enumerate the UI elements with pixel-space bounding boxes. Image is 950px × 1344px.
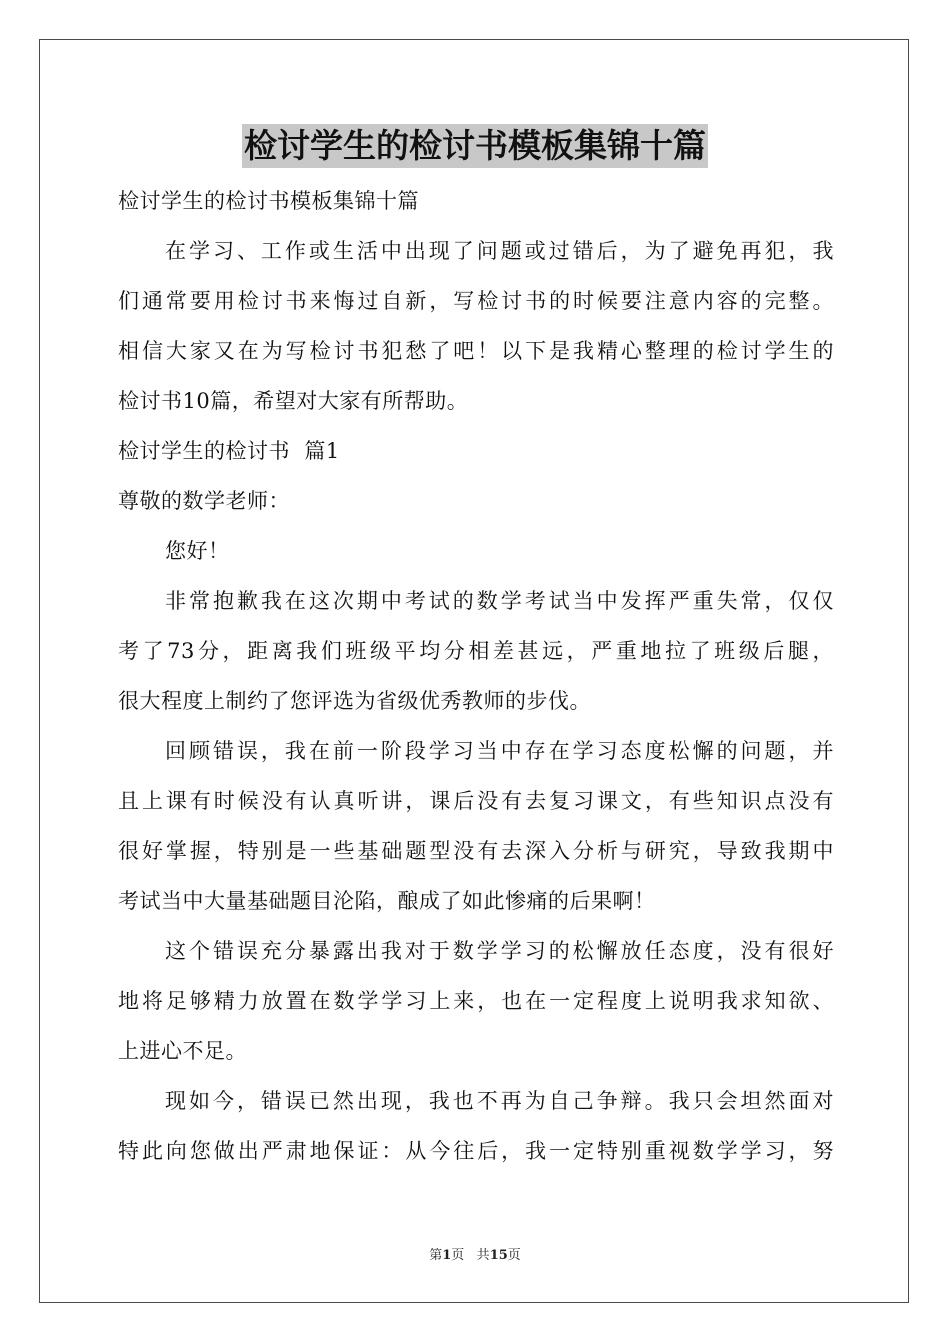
salutation: 尊敬的数学老师： xyxy=(118,489,290,513)
paragraph-line: 上进心不足。 xyxy=(118,1039,247,1063)
paragraph-line: 很大程度上制约了您评选为省级优秀教师的步伐。 xyxy=(118,689,591,713)
page-number-current: 1 xyxy=(442,1248,452,1263)
greeting: 您好！ xyxy=(165,539,230,563)
paragraph-line: 很好掌握，特别是一些基础题型没有去深入分析与研究，导致我期中 xyxy=(118,839,834,863)
title-area xyxy=(0,124,950,168)
paragraph-line: 非常抱歉我在这次期中考试的数学考试当中发挥严重失常，仅仅 xyxy=(165,589,834,613)
paragraph-line: 回顾错误，我在前一阶段学习当中存在学习态度松懈的问题，并 xyxy=(165,739,834,763)
paragraph-line: 这个错误充分暴露出我对于数学学习的松懈放任态度，没有很好 xyxy=(165,939,834,963)
page-total-prefix: 共 xyxy=(476,1248,490,1263)
section-heading: 检讨学生的检讨书 篇1 xyxy=(118,439,340,463)
paragraph-line: 现如今，错误已然出现，我也不再为自己争辩。我只会坦然面对 xyxy=(165,1089,834,1113)
intro-line: 在学习、工作或生活中出现了问题或过错后，为了避免再犯，我 xyxy=(165,239,834,263)
paragraph-line: 特此向您做出严肃地保证：从今往后，我一定特别重视数学学习，努 xyxy=(118,1139,834,1163)
intro-line: 检讨书10篇，希望对大家有所帮助。 xyxy=(118,389,469,413)
paragraph-line: 地将足够精力放置在数学学习上来，也在一定程度上说明我求知欲、 xyxy=(118,989,834,1013)
intro-line: 相信大家又在为写检讨书犯愁了吧！以下是我精心整理的检讨学生的 xyxy=(118,339,834,363)
paragraph-line: 考试当中大量基础题目沦陷，酿成了如此惨痛的后果啊！ xyxy=(118,889,656,913)
page-number-prefix: 第 xyxy=(429,1248,443,1263)
document-subtitle: 检讨学生的检讨书模板集锦十篇 xyxy=(118,189,419,213)
page-number-suffix: 页 xyxy=(451,1248,465,1263)
document-body xyxy=(118,176,834,1176)
page-footer xyxy=(0,1246,950,1266)
page-total: 15 xyxy=(489,1248,508,1263)
paragraph-line: 且上课有时候没有认真听讲，课后没有去复习课文，有些知识点没有 xyxy=(118,789,834,813)
paragraph-line: 考了73分，距离我们班级平均分相差甚远，严重地拉了班级后腿， xyxy=(118,639,834,663)
intro-line: 们通常要用检讨书来悔过自新，写检讨书的时候要注意内容的完整。 xyxy=(118,289,834,313)
document-title: 检讨学生的检讨书模板集锦十篇 xyxy=(242,124,708,168)
page-total-suffix: 页 xyxy=(507,1248,521,1263)
